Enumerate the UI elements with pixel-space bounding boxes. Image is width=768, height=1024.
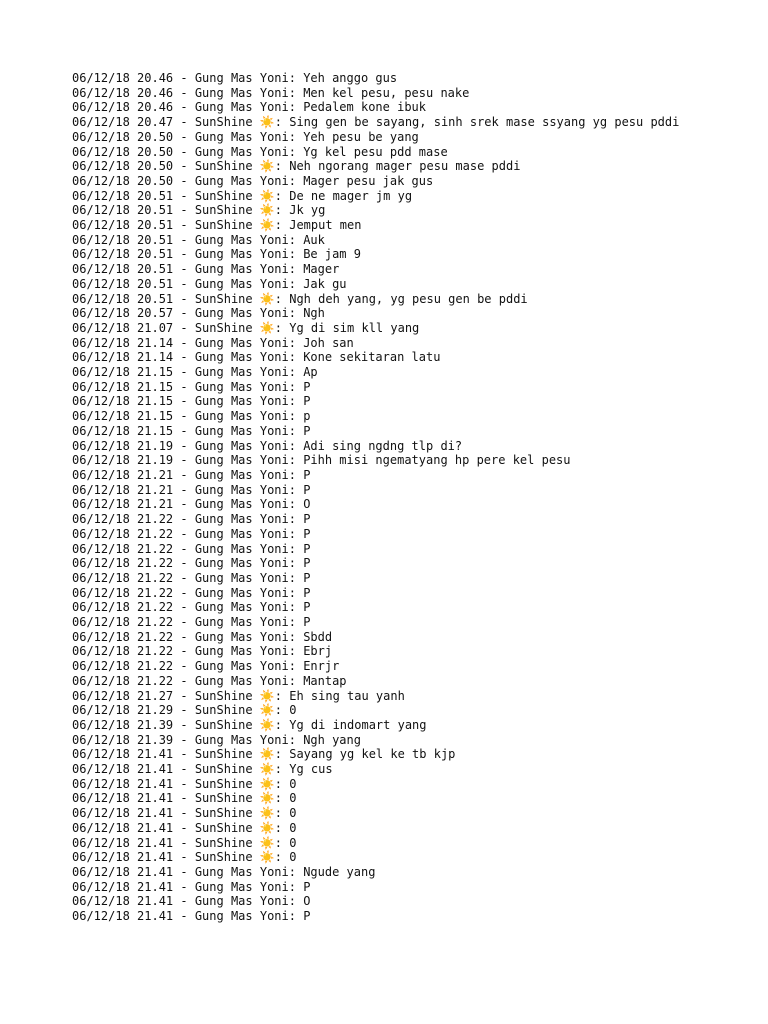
- chat-line: 06/12/18 21.22 - Gung Mas Yoni: P: [72, 526, 311, 541]
- chat-line: 06/12/18 20.51 - SunShine ☀️: Jemput men: [72, 218, 362, 233]
- chat-line: 06/12/18 21.22 - Gung Mas Yoni: P: [72, 585, 311, 600]
- chat-line: 06/12/18 20.46 - Gung Mas Yoni: Pedalem kone ibuk: [72, 100, 427, 115]
- chat-line: 06/12/18 21.15 - Gung Mas Yoni: P: [72, 379, 311, 394]
- chat-line: 06/12/18 21.22 - Gung Mas Yoni: P: [72, 556, 311, 571]
- chat-line: 06/12/18 21.15 - Gung Mas Yoni: P: [72, 394, 311, 409]
- chat-line: 06/12/18 21.07 - SunShine ☀️: Yg di sim kll yang: [72, 320, 420, 335]
- chat-line: 06/12/18 20.46 - Gung Mas Yoni: Men kel pesu, pesu nake: [72, 85, 470, 100]
- chat-line: 06/12/18 20.51 - Gung Mas Yoni: Be jam 9: [72, 247, 361, 262]
- chat-line: 06/12/18 20.51 - SunShine ☀️: Jk yg: [72, 203, 326, 218]
- chat-line: 06/12/18 20.50 - Gung Mas Yoni: Mager pesu jak gus: [72, 173, 434, 188]
- chat-line: 06/12/18 21.15 - Gung Mas Yoni: p: [72, 409, 311, 424]
- chat-line: 06/12/18 20.57 - Gung Mas Yoni: Ngh: [72, 306, 325, 321]
- chat-line: 06/12/18 21.41 - SunShine ☀️: 0: [72, 820, 297, 835]
- chat-line: 06/12/18 21.41 - SunShine ☀️: 0: [72, 850, 297, 865]
- chat-line: 06/12/18 21.41 - SunShine ☀️: 0: [72, 791, 297, 806]
- chat-line: 06/12/18 21.41 - SunShine ☀️: 0: [72, 835, 297, 850]
- chat-log-text: [72, 71, 682, 924]
- chat-line: 06/12/18 20.51 - Gung Mas Yoni: Auk: [72, 232, 325, 247]
- chat-line: 06/12/18 21.14 - Gung Mas Yoni: Kone sekitaran latu: [72, 350, 441, 365]
- chat-line: 06/12/18 20.51 - SunShine ☀️: De ne mager jm yg: [72, 188, 413, 203]
- chat-line: 06/12/18 21.22 - Gung Mas Yoni: P: [72, 512, 311, 527]
- chat-line: 06/12/18 21.27 - SunShine ☀️: Eh sing tau yanh: [72, 688, 405, 703]
- chat-line: 06/12/18 21.41 - SunShine ☀️: Yg cus: [72, 762, 333, 777]
- chat-line: 06/12/18 21.21 - Gung Mas Yoni: P: [72, 482, 311, 497]
- chat-line: 06/12/18 21.21 - Gung Mas Yoni: P: [72, 467, 311, 482]
- chat-line: 06/12/18 21.22 - Gung Mas Yoni: Sbdd: [72, 629, 333, 644]
- chat-line: 06/12/18 20.51 - Gung Mas Yoni: Mager: [72, 262, 340, 277]
- chat-line: 06/12/18 21.21 - Gung Mas Yoni: O: [72, 497, 311, 512]
- chat-line: 06/12/18 20.46 - Gung Mas Yoni: Yeh anggo gus: [72, 71, 398, 85]
- chat-line: 06/12/18 20.50 - Gung Mas Yoni: Yeh pesu be yang: [72, 129, 419, 144]
- chat-line: 06/12/18 21.41 - Gung Mas Yoni: P: [72, 879, 311, 894]
- chat-line: 06/12/18 21.22 - Gung Mas Yoni: Ebrj: [72, 644, 333, 659]
- chat-line: 06/12/18 21.41 - Gung Mas Yoni: Ngude yang: [72, 864, 376, 879]
- chat-line: 06/12/18 21.41 - SunShine ☀️: Sayang yg kel ke tb kjp: [72, 747, 456, 762]
- chat-line: 06/12/18 21.22 - Gung Mas Yoni: P: [72, 541, 311, 556]
- chat-line: 06/12/18 21.15 - Gung Mas Yoni: Ap: [72, 365, 318, 380]
- chat-line: 06/12/18 21.39 - SunShine ☀️: Yg di indomart yang: [72, 717, 427, 732]
- chat-line: 06/12/18 21.22 - Gung Mas Yoni: Enrjr: [72, 659, 340, 674]
- chat-line: 06/12/18 20.47 - SunShine ☀️: Sing gen be sayang, sinh srek mase ssyang yg pesu pddi: [72, 115, 680, 130]
- chat-line: 06/12/18 21.15 - Gung Mas Yoni: P: [72, 423, 311, 438]
- chat-line: 06/12/18 21.41 - Gung Mas Yoni: O: [72, 894, 311, 909]
- chat-line: 06/12/18 20.50 - Gung Mas Yoni: Yg kel pesu pdd mase: [72, 144, 448, 159]
- chat-line: 06/12/18 21.19 - Gung Mas Yoni: Adi sing ngdng tlp di?: [72, 438, 463, 453]
- chat-line: 06/12/18 21.19 - Gung Mas Yoni: Pihh misi ngematyang hp pere kel pesu: [72, 453, 571, 468]
- chat-line: 06/12/18 20.50 - SunShine ☀️: Neh ngorang mager pesu mase pddi: [72, 159, 521, 174]
- chat-line: 06/12/18 21.22 - Gung Mas Yoni: P: [72, 615, 311, 630]
- chat-line: 06/12/18 21.22 - Gung Mas Yoni: P: [72, 570, 311, 585]
- chat-line: 06/12/18 20.51 - Gung Mas Yoni: Jak gu: [72, 276, 347, 291]
- chat-line: 06/12/18 21.22 - Gung Mas Yoni: P: [72, 600, 311, 615]
- chat-line: 06/12/18 20.51 - SunShine ☀️: Ngh deh yang, yg pesu gen be pddi: [72, 291, 528, 306]
- chat-line: 06/12/18 21.29 - SunShine ☀️: 0: [72, 703, 297, 718]
- chat-line: 06/12/18 21.14 - Gung Mas Yoni: Joh san: [72, 335, 354, 350]
- chat-line: 06/12/18 21.22 - Gung Mas Yoni: Mantap: [72, 673, 347, 688]
- chat-line: 06/12/18 21.41 - SunShine ☀️: 0: [72, 776, 297, 791]
- chat-line: 06/12/18 21.41 - SunShine ☀️: 0: [72, 806, 297, 821]
- chat-line: 06/12/18 21.41 - Gung Mas Yoni: P: [72, 909, 311, 924]
- chat-line: 06/12/18 21.39 - Gung Mas Yoni: Ngh yang: [72, 732, 361, 747]
